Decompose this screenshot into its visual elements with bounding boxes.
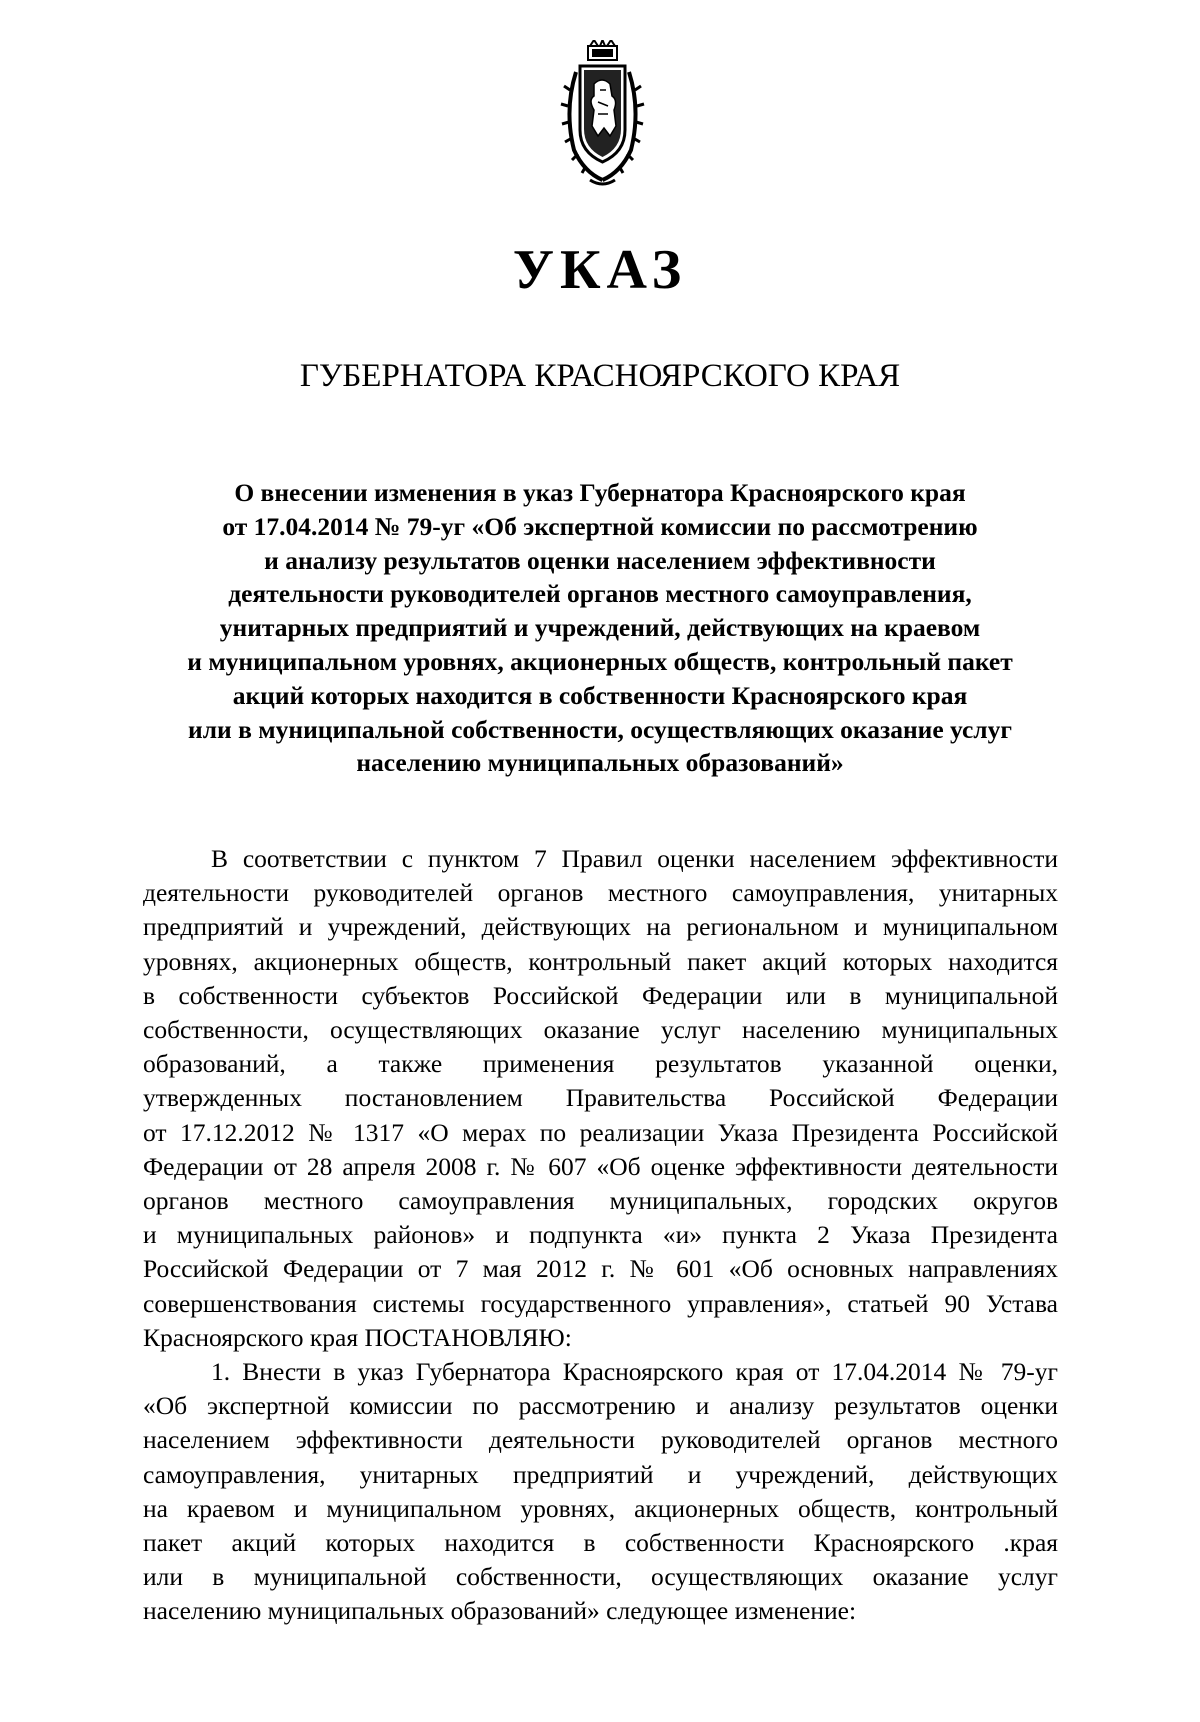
title-line: О внесении изменения в указ Губернатора Красноярского края	[234, 478, 966, 507]
body-line: органов местного самоуправления муниципальных, городских округов	[143, 1186, 1058, 1216]
coat-of-arms-icon	[560, 40, 645, 190]
body-line: самоуправления, унитарных предприятий и учреждений, действующих	[143, 1459, 1058, 1489]
body-line: собственности, осуществляющих оказание услуг населению муниципальных	[143, 1015, 1058, 1045]
body-line: Российской Федерации от 7 мая 2012 г. № 601 «Об основных направлениях	[143, 1254, 1058, 1284]
clause-1-paragraph	[143, 1355, 1058, 1629]
title-line: от 17.04.2014 № 79-уг «Об экспертной комиссии по рассмотрению	[222, 511, 978, 541]
body-line: населению муниципальных образований» следующее изменение:	[143, 1596, 857, 1626]
body-line: в собственности субъектов Российской Федерации или в муниципальной	[143, 980, 1058, 1010]
body-line: уровнях, акционерных обществ, контрольный пакет акций которых находится	[143, 946, 1058, 976]
body-line: на краевом и муниципальном уровнях, акционерных обществ, контрольный	[143, 1493, 1058, 1523]
document-title	[140, 476, 1060, 780]
document-body	[143, 842, 1058, 1629]
title-line: и муниципальном уровнях, акционерных обществ, контрольный пакет	[187, 646, 1013, 676]
issuer-heading: ГУБЕРНАТОРА КРАСНОЯРСКОГО КРАЯ	[299, 358, 901, 394]
title-line: унитарных предприятий и учреждений, действующих на краевом	[219, 613, 981, 643]
body-line: пакет акций которых находится в собственности Красноярского .края	[143, 1528, 1058, 1558]
body-line: совершенствования системы государственного управления», статьей 90 Устава	[143, 1288, 1058, 1318]
body-line: «Об экспертной комиссии по рассмотрению и анализу результатов оценки	[143, 1391, 1058, 1421]
body-line: и муниципальных районов» и подпункта «и» пункта 2 Указа Президента	[143, 1220, 1058, 1250]
body-line: деятельности руководителей органов местного самоуправления, унитарных	[143, 878, 1058, 908]
document-type-heading: УКАЗ	[512, 239, 688, 301]
body-line: населением эффективности деятельности руководителей органов местного	[143, 1425, 1058, 1455]
body-line: предприятий и учреждений, действующих на региональном и муниципальном	[143, 912, 1058, 942]
body-line: или в муниципальной собственности, осуществляющих оказание услуг	[143, 1562, 1058, 1592]
title-line: акций которых находится в собственности Красноярского края	[232, 680, 968, 710]
title-line: или в муниципальной собственности, осуществляющих оказание услуг	[188, 714, 1012, 744]
body-line: 1. Внести в указ Губернатора Красноярского края от 17.04.2014 № 79-уг	[211, 1357, 1058, 1387]
body-line: утвержденных постановлением Правительства Российской Федерации	[143, 1083, 1058, 1113]
body-line: В соответствии с пунктом 7 Правил оценки населением эффективности	[211, 844, 1058, 873]
body-line: образований, а также применения результатов указанной оценки,	[143, 1049, 1058, 1079]
body-line: Федерации от 28 апреля 2008 г. № 607 «Об оценке эффективности деятельности	[143, 1151, 1058, 1181]
preamble-paragraph	[143, 842, 1058, 1355]
body-line: Красноярского края ПОСТАНОВЛЯЮ:	[143, 1322, 572, 1352]
title-line: населению муниципальных образований»	[356, 748, 844, 778]
body-line: от 17.12.2012 № 1317 «О мерах по реализации Указа Президента Российской	[143, 1117, 1058, 1147]
title-line: деятельности руководителей органов местного самоуправления,	[228, 579, 972, 609]
title-line: и анализу результатов оценки населением эффективности	[264, 545, 936, 575]
coat-of-arms-emblem	[560, 40, 645, 190]
